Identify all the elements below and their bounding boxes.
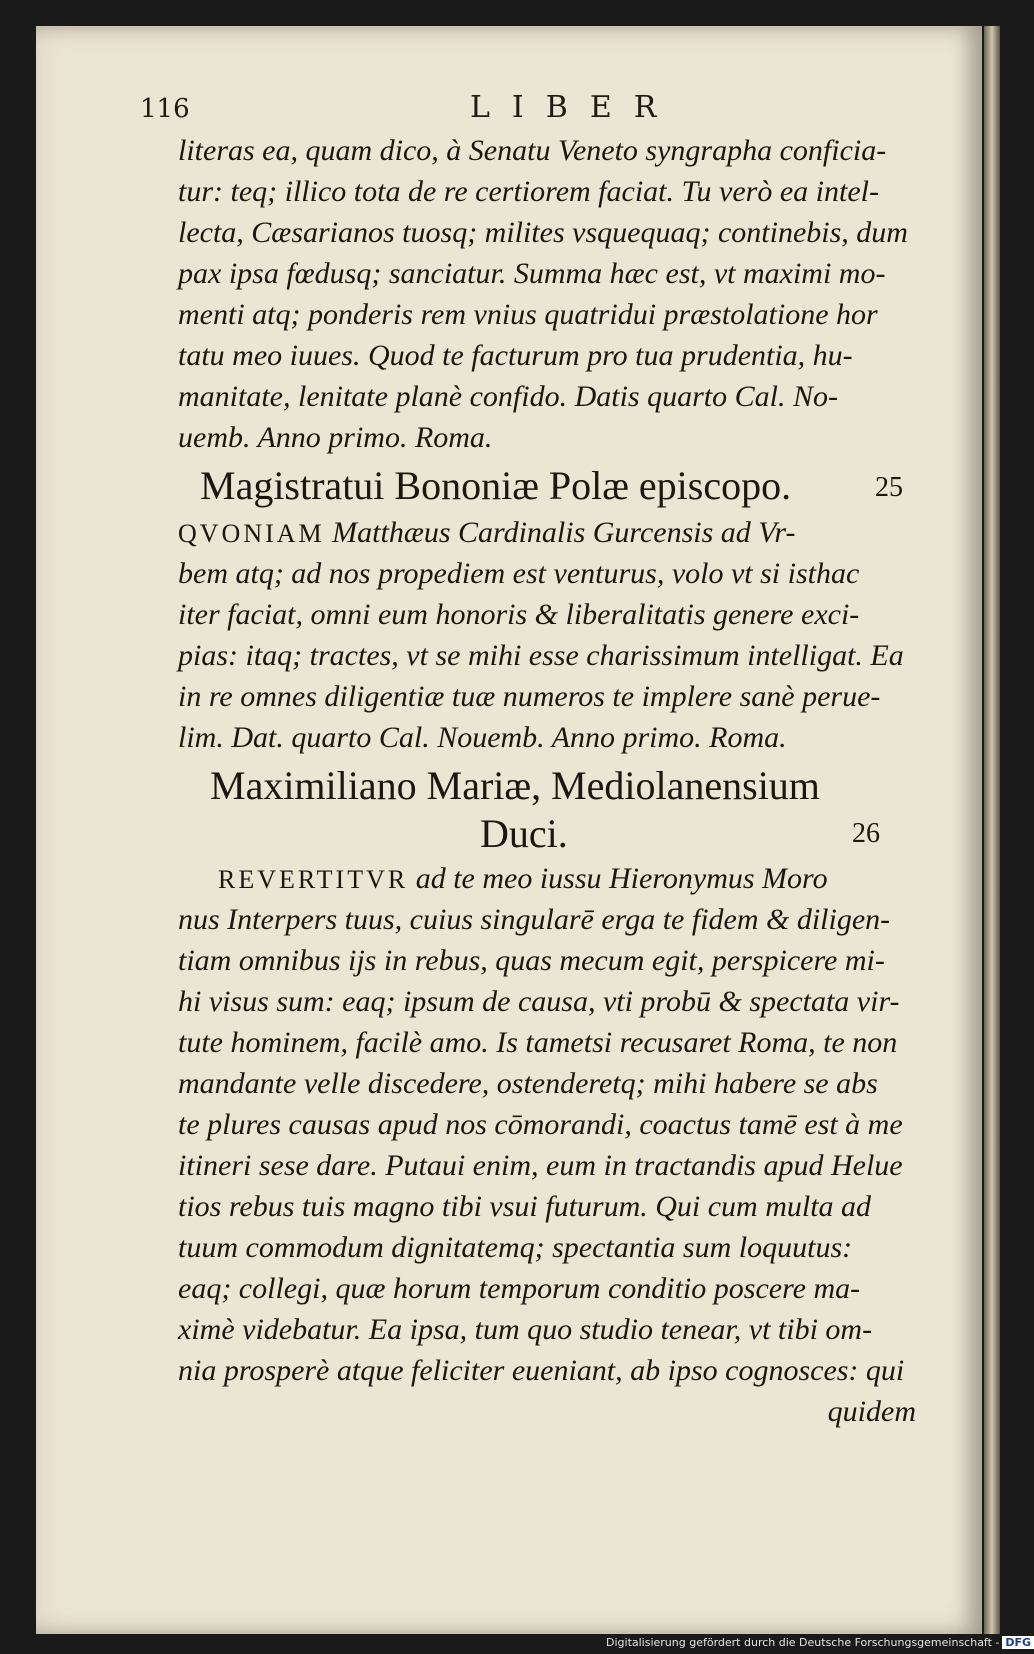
text-line	[178, 858, 916, 899]
page-number: 116	[140, 94, 190, 124]
text-line: mandante velle discedere, ostenderetq; mihi habere se abs	[178, 1067, 878, 1100]
text-line: iter faciat, omni eum honoris & liberalitatis genere exci-	[178, 598, 860, 631]
text-line: lim. Dat. quarto Cal. Nouemb. Anno primo. Roma.	[178, 721, 787, 754]
text-line: pias: itaq; tractes, vt se mihi esse charissimum intelligat. Ea	[178, 639, 904, 672]
letter-3-heading-line-2: Duci.	[480, 811, 568, 856]
text-span: Matthæus Cardinalis Gurcensis ad Vr-	[332, 516, 796, 549]
text-line: tios rebus tuis magno tibi vsui futurum. Qui cum multa ad	[178, 1190, 872, 1223]
opening-word: REVERTITVR	[218, 865, 409, 894]
text-line: nus Interpers tuus, cuius singularē erga te fidem & diligen-	[178, 903, 891, 936]
text-line: eaq; collegi, quæ horum temporum conditio poscere ma-	[178, 1272, 861, 1305]
text-line: menti atq; ponderis rem vnius quatridui præstolatione hor	[178, 298, 878, 331]
credit-text: Digitalisierung gefördert durch die Deutsche Forschungsgemeinschaft -	[606, 1636, 1000, 1649]
text-line: tur: teq; illico tota de re certiorem faciat. Tu verò ea intel-	[178, 175, 879, 208]
digitization-credit	[606, 1636, 1032, 1654]
letter-1-body	[178, 130, 916, 458]
letter-3-body	[178, 858, 916, 1432]
letter-3-heading-line-1: Maximiliano Mariæ, Mediolanensium	[210, 763, 820, 808]
text-line: pax ipsa fœdusq; sanciatur. Summa hæc est, vt maximi mo-	[178, 257, 886, 290]
text-line: te plures causas apud nos cōmorandi, coactus tamē est à me	[178, 1108, 903, 1141]
text-line: tiam omnibus ijs in rebus, quas mecum egit, perspicere mi-	[178, 944, 885, 977]
dfg-logo: DFG	[1002, 1636, 1034, 1649]
text-line: lecta, Cæsarianos tuosq; milites vsquequaq; continebis, dum	[178, 216, 908, 249]
letter-2-body	[178, 512, 916, 758]
text-line: manitate, lenitate planè confido. Datis quarto Cal. No-	[178, 380, 838, 413]
text-line: hi visus sum: eaq; ipsum de causa, vti probū & spectata vir-	[178, 985, 900, 1018]
opening-word: QVONIAM	[178, 519, 325, 548]
text-line: itineri sese dare. Putaui enim, eum in tractandis apud Helue	[178, 1149, 903, 1182]
text-line: bem atq; ad nos propediem est venturus, volo vt si isthac	[178, 557, 860, 590]
text-line: ximè videbatur. Ea ipsa, tum quo studio tenear, vt tibi om-	[178, 1313, 873, 1346]
catchword: quidem	[827, 1395, 916, 1428]
letter-3-number: 26	[852, 818, 880, 849]
text-line: nia prosperè atque feliciter eueniant, ab ipso cognosces: qui	[178, 1354, 905, 1387]
running-head: LIBER	[470, 90, 679, 125]
text-line: tuum commodum dignitatemq; spectantia sum loquutus:	[178, 1231, 853, 1264]
page-header	[140, 90, 920, 134]
page-edge	[984, 26, 1000, 1634]
text-line: tute hominem, facilè amo. Is tametsi recusaret Roma, te non	[178, 1026, 898, 1059]
text-span: ad te meo iussu Hieronymus Moro	[415, 862, 828, 895]
text-line: in re omnes diligentiæ tuæ numeros te implere sanè perue-	[178, 680, 881, 713]
text-line	[178, 512, 916, 553]
text-line: uemb. Anno primo. Roma.	[178, 421, 493, 454]
letter-2-number: 25	[875, 472, 903, 503]
text-line: literas ea, quam dico, à Senatu Veneto syngrapha conficia-	[178, 134, 887, 167]
text-line: tatu meo iuues. Quod te facturum pro tua prudentia, hu-	[178, 339, 853, 372]
letter-2-heading: Magistratui Bononiæ Polæ episcopo.	[200, 463, 792, 508]
